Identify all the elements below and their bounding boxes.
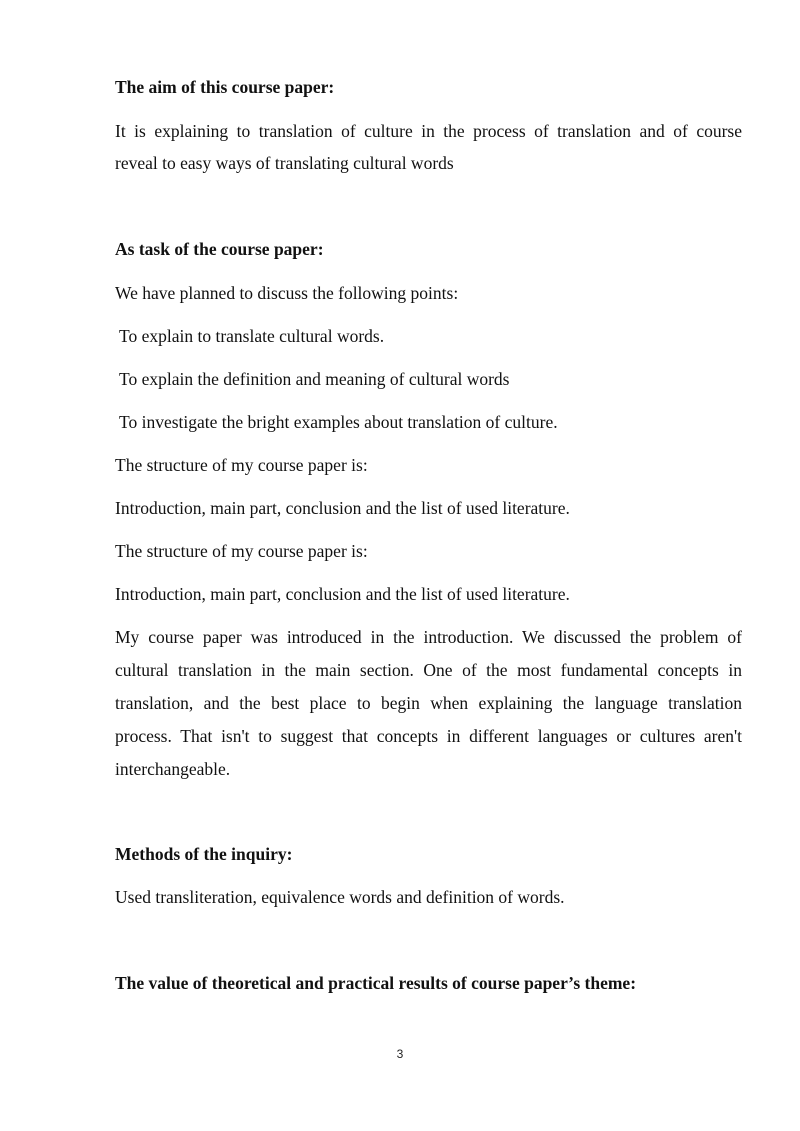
structure-text-2: Introduction, main part, conclusion and the list of used literature.: [115, 584, 570, 604]
structure-label-1: The structure of my course paper is:: [115, 455, 368, 475]
task-point-2: To explain the definition and meaning of cultural words: [119, 369, 510, 389]
task-point-3: To investigate the bright examples about translation of culture.: [119, 412, 558, 432]
structure-label-2: The structure of my course paper is:: [115, 541, 368, 561]
task-heading: As task of the course paper:: [115, 239, 324, 259]
task-intro: We have planned to discuss the following points:: [115, 283, 459, 303]
page-number: 3: [396, 1047, 404, 1061]
structure-text-1: Introduction, main part, conclusion and the list of used literature.: [115, 498, 570, 518]
aim-text-line-2: reveal to easy ways of translating cultural words: [115, 153, 454, 173]
paragraph-line-2: cultural translation in the main section. One of the most fundamental concepts in: [115, 660, 742, 680]
task-point-1: To explain to translate cultural words.: [119, 326, 385, 346]
methods-text: Used transliteration, equivalence words and definition of words.: [115, 887, 565, 907]
paragraph-line-1: My course paper was introduced in the introduction. We discussed the problem of: [115, 627, 742, 647]
value-heading: The value of theoretical and practical results of course paper’s theme:: [115, 973, 637, 993]
paragraph-line-4: process. That isn't to suggest that concepts in different languages or cultures aren't: [115, 726, 742, 746]
paragraph-line-5: interchangeable.: [115, 759, 231, 779]
aim-text-line-1: It is explaining to translation of culture in the process of translation and of course: [115, 121, 742, 141]
paragraph-line-3: translation, and the best place to begin when explaining the language translation: [115, 693, 742, 713]
aim-heading: The aim of this course paper:: [115, 77, 335, 97]
methods-heading: Methods of the inquiry:: [115, 844, 293, 864]
